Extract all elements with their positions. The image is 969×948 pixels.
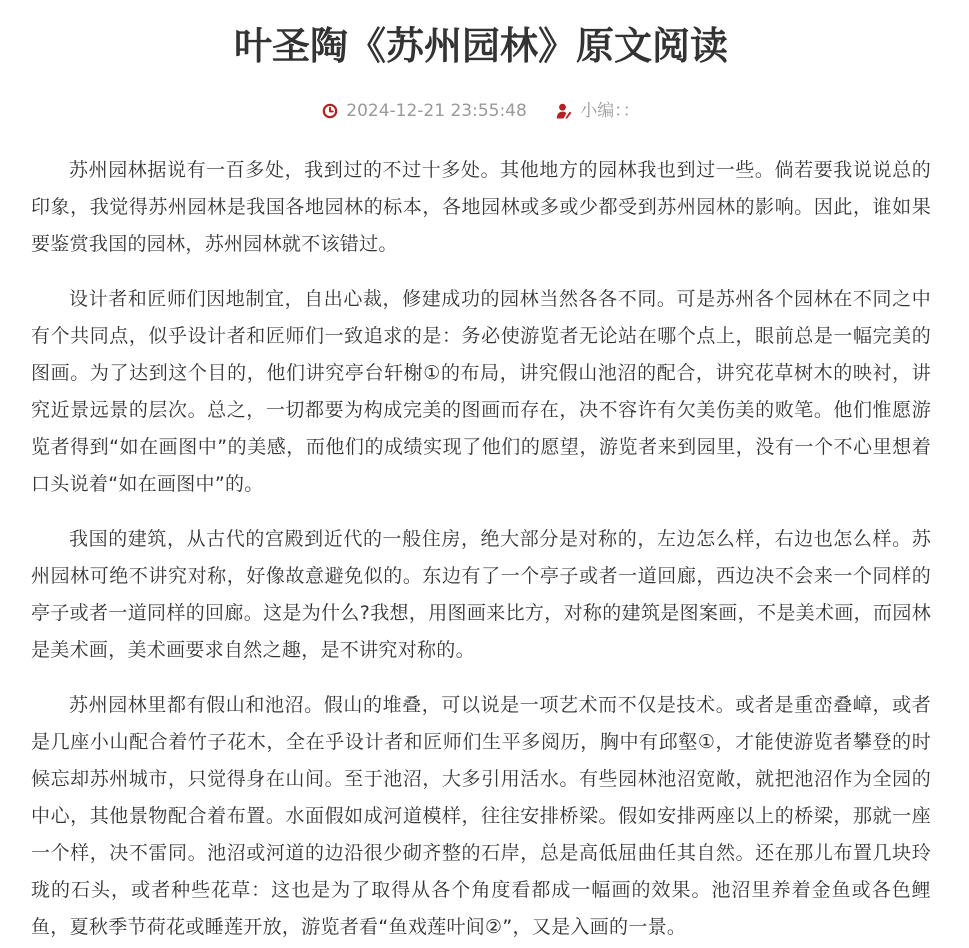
paragraph: 我国的建筑，从古代的宫殿到近代的一般住房，绝大部分是对称的，左边怎么样，右边也怎么样。苏州园林可绝不讲究对称，好像故意避免似的。东边有了一个亭子或者一道回廊，西边决不会来一个同样的亭子或者一道同样的回廊。这是为什么?我想，用图画来比方，对称的建筑是图案画，不是美术画，而园林是美术画，美术画要求自然之趣，是不讲究对称的。 bbox=[31, 528, 931, 661]
article bbox=[31, 0, 931, 946]
clock-icon bbox=[322, 103, 338, 119]
publish-date-text: 2024-12-21 23:55:48 bbox=[346, 101, 527, 121]
user-edit-icon bbox=[556, 103, 572, 119]
paragraph: 设计者和匠师们因地制宜，自出心裁，修建成功的园林当然各各不同。可是苏州各个园林在不同之中有个共同点，似乎设计者和匠师们一致追求的是：务必使游览者无论站在哪个点上，眼前总是一幅完美的图画。为了达到这个目的，他们讲究亭台轩榭①的布局，讲究假山池沼的配合，讲究花草树木的映衬，讲究近景远景的层次。总之，一切都要为构成完美的图画而存在，决不容许有欠美伤美的败笔。他们惟愿游览者得到“如在画图中”的美感，而他们的成绩实现了他们的愿望，游览者来到园里，没有一个不心里想着口头说着“如在画图中”的。 bbox=[31, 288, 931, 495]
paragraph: 苏州园林里都有假山和池沼。假山的堆叠，可以说是一项艺术而不仅是技术。或者是重峦叠嶂，或者是几座小山配合着竹子花木，全在乎设计者和匠师们生平多阅历，胸中有邱壑①，才能使游览者攀登的时候忘却苏州城市，只觉得身在山间。至于池沼，大多引用活水。有些园林池沼宽敞，就把池沼作为全园的中心，其他景物配合着布置。水面假如成河道模样，往往安排桥梁。假如安排两座以上的桥梁，那就一座一个样，决不雷同。池沼或河道的边沿很少砌齐整的石岸，总是高低屈曲任其自然。还在那儿布置几块玲珑的石头，或者种些花草：这也是为了取得从各个角度看都成一幅画的效果。池沼里养着金鱼或各色鲤鱼，夏秋季节荷花或睡莲开放，游览者看“鱼戏莲叶间②”，又是入画的一景。 bbox=[31, 694, 931, 938]
article-body bbox=[31, 152, 931, 946]
author bbox=[556, 98, 640, 124]
paragraph: 苏州园林据说有一百多处，我到过的不过十多处。其他地方的园林我也到过一些。倘若要我说说总的印象，我觉得苏州园林是我国各地园林的标本，各地园林或多或少都受到苏州园林的影响。因此，谁如果要鉴赏我国的园林，苏州园林就不该错过。 bbox=[31, 159, 931, 255]
publish-date bbox=[322, 98, 527, 124]
author-text: 小编：： bbox=[580, 101, 640, 121]
article-meta bbox=[31, 98, 931, 124]
article-title: 叶圣陶《苏州园林》原文阅读 bbox=[233, 24, 728, 68]
